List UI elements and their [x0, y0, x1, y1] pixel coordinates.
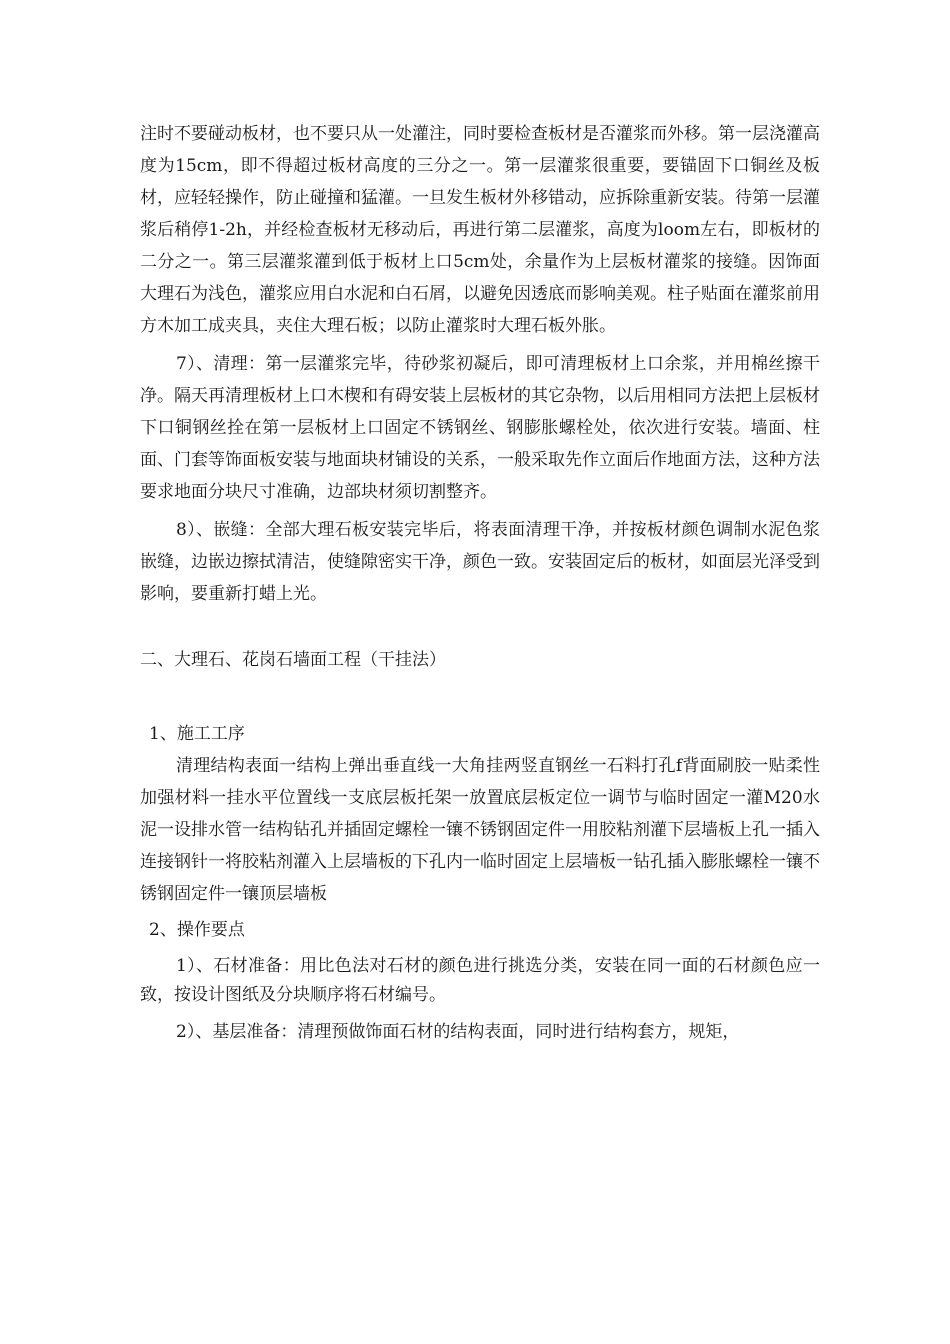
subsection-title-procedure: 1、施工工序 [149, 724, 245, 744]
subsection-title-key-points: 2、操作要点 [149, 920, 245, 940]
section-title: 二、大理石、花岗石墙面工程（干挂法） [140, 650, 446, 670]
document-page [140, 118, 820, 1048]
paragraph-jointing: 8）、嵌缝：全部大理石板安装完毕后，将表面清理干净，并按板材颜色调制水泥色浆嵌缝，边嵌边擦拭清洁，使缝隙密实干净，颜色一致。安装固定后的板材，如面层光泽受到影响，要重新打蜡上光。 [140, 520, 820, 604]
paragraph-grouting: 注时不要碰动板材，也不要只从一处灌注，同时要检查板材是否灌浆而外移。第一层浇灌高度为15cm，即不得超过板材高度的三分之一。第一层灌浆很重要，要锚固下口铜丝及板材，应轻轻操作，防止碰撞和猛灌。一旦发生板材外移错动，应拆除重新安装。待第一层灌浆后稍停1-2h，并经检查板材无移动后，再进行第二层灌浆，高度为loom左右，即板材的二分之一。第三层灌浆灌到低于板材上口5cm处，余量作为上层板材灌浆的接缝。因饰面大理石为浅色，灌浆应用白水泥和白石屑，以避免因透底而影响美观。柱子贴面在灌浆前用方木加工成夹具，夹住大理石板；以防止灌浆时大理石板外胀。 [140, 124, 820, 336]
paragraph-cleaning: 7）、清理：第一层灌浆完毕，待砂浆初凝后，即可清理板材上口余浆，并用棉丝擦干净。隔天再清理板材上口木楔和有碍安装上层板材的其它杂物，以后用相同方法把上层板材下口铜钢丝拴在第一层板材上口固定不锈钢丝、钢膨胀螺栓处，依次进行安装。墙面、柱面、门套等饰面板安装与地面块材铺设的关系，一般采取先作立面后作地面方法，这种方法要求地面分块尺寸准确，边部块材须切割整齐。 [140, 354, 820, 502]
paragraph-stone-preparation: 1）、石材准备：用比色法对石材的颜色进行挑选分类，安装在同一面的石材颜色应一致，按设计图纸及分块顺序将石材编号。 [140, 956, 820, 1005]
paragraph-base-preparation: 2）、基层准备：清理预做饰面石材的结构表面，同时进行结构套方，规矩， [176, 1022, 740, 1042]
paragraph-procedure: 清理结构表面一结构上弹出垂直线一大角挂两竖直钢丝一石料打孔f背面刷胶一贴柔性加强材料一挂水平位置线一支底层板托架一放置底层板定位一调节与临时固定一灌M20水泥一设排水管一结构钻孔并插固定螺栓一镶不锈钢固定件一用胶粘剂灌下层墙板上孔一插入连接钢针一将胶粘剂灌入上层墙板的下孔内一临时固定上层墙板一钻孔插入膨胀螺栓一镶不锈钢固定件一镶顶层墙板 [140, 756, 820, 904]
